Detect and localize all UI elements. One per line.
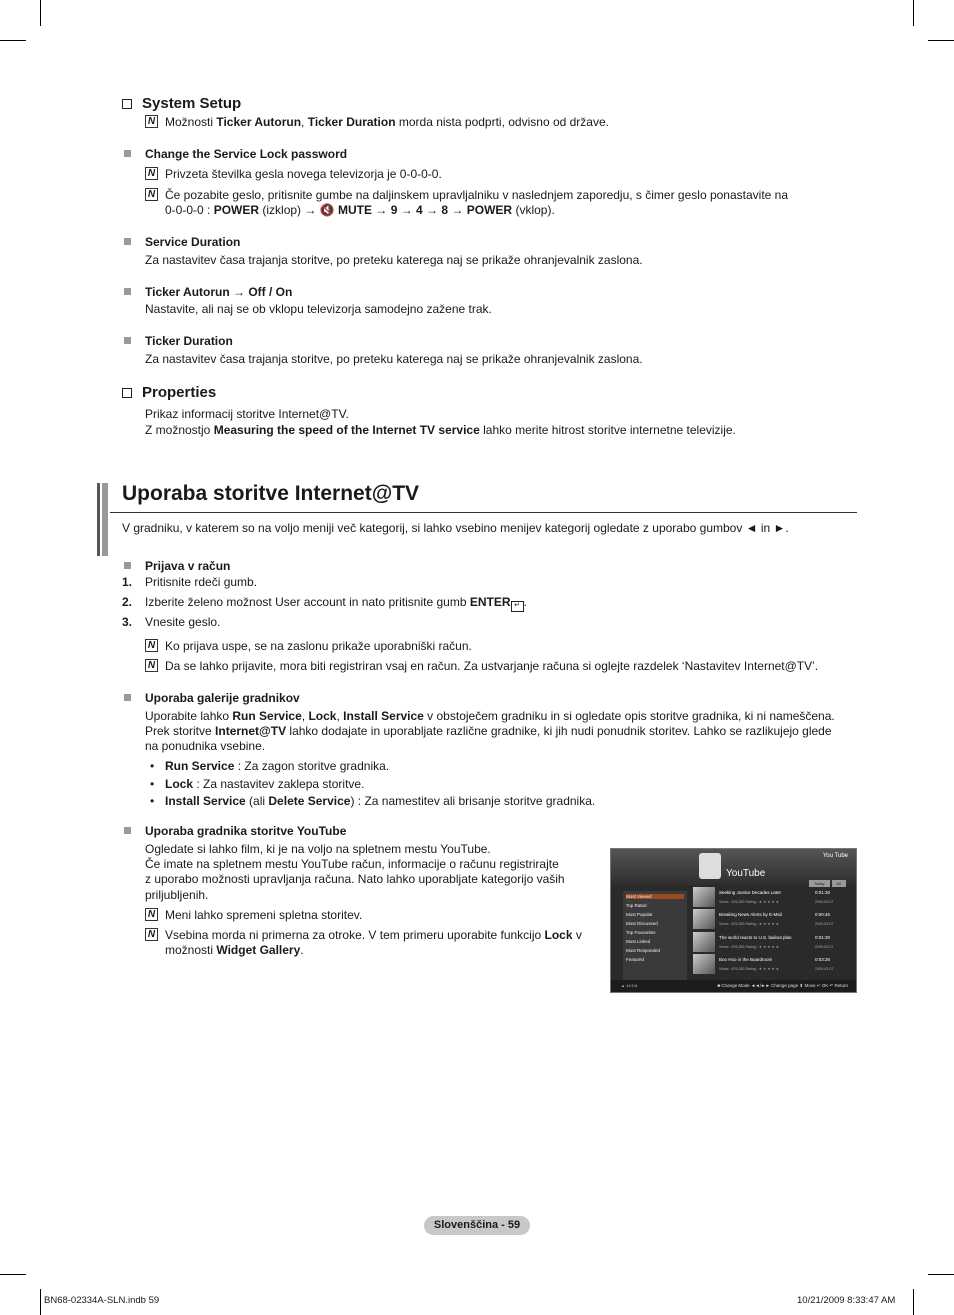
square-bullet-icon xyxy=(124,694,131,701)
service-duration-title: Service Duration xyxy=(145,235,241,249)
crop-mark xyxy=(913,0,914,26)
video-duration: 0:01:30 xyxy=(815,935,831,940)
change-lock-note1: Privzeta številka gesla novega televizorja je 0-0-0-0. xyxy=(165,167,442,181)
youtube-note2-line2: možnosti Widget Gallery. xyxy=(165,943,304,957)
tab-all[interactable]: All xyxy=(832,880,846,887)
square-bullet-icon xyxy=(124,150,131,157)
menu-item[interactable]: Most Discussed xyxy=(626,921,658,926)
widget-title: YouTube xyxy=(726,868,766,879)
section-bar xyxy=(102,483,108,556)
youtube-line: z uporabo možnosti upravljanja računa. Nato lahko uporabljate kategorijo vaših xyxy=(145,872,565,886)
section-intro: V gradniku, v katerem so na voljo meniji več kategorij, si lahko vsebino menijev kategorij ogledate z uporabo gumbov ◄ in ►. xyxy=(122,521,789,535)
page-number-badge: Slovenščina - 59 xyxy=(424,1216,530,1235)
youtube-widget-screenshot xyxy=(610,848,857,993)
crop-mark xyxy=(928,40,954,41)
video-item[interactable] xyxy=(693,909,845,929)
youtube-line: Ogledate si lahko film, ki je na voljo na spletnem mestu YouTube. xyxy=(145,842,491,856)
step-number: 2. xyxy=(122,595,133,609)
square-bullet-icon xyxy=(124,238,131,245)
note-icon: N xyxy=(145,639,158,652)
change-lock-note2-line1: Če pozabite geslo, pritisnite gumbe na daljinskem upravljalniku v naslednjem zaporedju, s čimer geslo ponastavite na xyxy=(165,188,789,202)
change-lock-title: Change the Service Lock password xyxy=(145,147,348,161)
video-title: Boo Hoo in the Boardroom xyxy=(719,957,773,962)
video-stats: Views : 876,263 Rating : ★ ★ ★ ★ ★ xyxy=(719,967,779,971)
youtube-title: Uporaba gradnika storitve YouTube xyxy=(145,824,347,838)
widget-footer xyxy=(611,980,856,992)
section-title: Uporaba storitve Internet@TV xyxy=(122,482,420,505)
login-title: Prijava v račun xyxy=(145,559,231,573)
widget-tabs xyxy=(807,874,846,888)
system-setup-heading: System Setup xyxy=(122,95,241,112)
properties-heading: Properties xyxy=(122,384,216,401)
properties-line2: Z možnostjo Measuring the speed of the Internet TV service lahko merite hitrost storitve internetne televizije. xyxy=(145,423,736,437)
crop-mark xyxy=(913,1289,914,1315)
video-date: 2009-03-07 xyxy=(815,900,834,904)
menu-item[interactable]: Top Rated xyxy=(626,903,647,908)
video-date: 2009-03-07 xyxy=(815,967,834,971)
login-note2: Da se lahko prijavite, mora biti registriran vsaj en račun. Za ustvarjanje računa si oglejte razdelek ‘Nastavitev Internet@TV’. xyxy=(165,659,819,673)
gallery-bullet: Run Service : Za zagon storitve gradnika. xyxy=(165,759,390,773)
video-thumbnail xyxy=(693,954,715,974)
video-thumbnail xyxy=(693,932,715,952)
menu-item[interactable]: Most Responded xyxy=(626,948,661,953)
section-rule xyxy=(110,512,857,513)
gallery-line3: na ponudnika vsebine. xyxy=(145,739,266,753)
video-date: 2009-03-07 xyxy=(815,922,834,926)
gallery-line2: Prek storitve Internet@TV lahko dodajate in uporabljate različne gradnike, ki jih nudi ponudnik storitev. Lahko se razlikujejo glede xyxy=(145,724,832,738)
square-bullet-icon xyxy=(124,337,131,344)
video-title: Breaking News Alerts by E-Mail xyxy=(719,912,782,917)
ticker-duration-text: Za nastavitev časa trajanja storitve, po preteku katerega naj se prikaže ohranjevalnik zaslona. xyxy=(145,352,643,366)
note-icon: N xyxy=(145,659,158,672)
video-item[interactable] xyxy=(693,932,845,952)
gallery-bullet: Lock : Za nastavitev zaklepa storitve. xyxy=(165,777,365,791)
gallery-line1: Uporabite lahko Run Service, Lock, Install Service v obstoječem gradniku in si ogledate opis storitve gradnika, ki ni nameščena. xyxy=(145,709,835,723)
ticker-autorun-text: Nastavite, ali naj se ob vklopu televizorja samodejno zažene trak. xyxy=(145,302,492,316)
video-stats: Views : 876,263 Rating : ★ ★ ★ ★ ★ xyxy=(719,945,779,949)
login-note1: Ko prijava uspe, se na zaslonu prikaže uporabniški račun. xyxy=(165,639,472,653)
youtube-note1: Meni lahko spremeni spletna storitev. xyxy=(165,908,363,922)
note-icon: N xyxy=(145,115,158,128)
menu-item[interactable]: Most Popular xyxy=(626,912,653,917)
crop-mark xyxy=(40,0,41,26)
note-icon: N xyxy=(145,908,158,921)
youtube-logo: You Tube xyxy=(822,853,848,859)
checkbox-icon xyxy=(122,99,132,109)
note-icon: N xyxy=(145,167,158,180)
menu-item[interactable]: Top Favourites xyxy=(626,930,656,935)
properties-line1: Prikaz informacij storitve Internet@TV. xyxy=(145,407,349,421)
gallery-bullet: Install Service (ali Delete Service) : Za namestitev ali brisanje storitve gradnika. xyxy=(165,794,596,808)
crop-mark xyxy=(40,1289,41,1315)
note-icon: N xyxy=(145,928,158,941)
bullet-dot: • xyxy=(150,794,155,808)
youtube-line: Če imate na spletnem mestu YouTube račun, informacije o računu registrirajte xyxy=(145,857,559,871)
square-bullet-icon xyxy=(124,288,131,295)
ticker-duration-title: Ticker Duration xyxy=(145,334,233,348)
step-number: 3. xyxy=(122,615,133,629)
step-text: Pritisnite rdeči gumb. xyxy=(145,575,258,589)
bullet-dot: • xyxy=(150,777,155,791)
system-setup-note: Možnosti Ticker Autorun, Ticker Duration morda nista podprti, odvisno od države. xyxy=(165,115,609,129)
menu-item[interactable]: Most Linked xyxy=(626,939,651,944)
step-number: 1. xyxy=(122,575,133,589)
crop-mark xyxy=(928,1274,954,1275)
note-icon: N xyxy=(145,188,158,201)
tab-today[interactable]: Today xyxy=(809,880,830,887)
video-thumbnail xyxy=(693,887,715,907)
checkbox-icon xyxy=(122,388,132,398)
youtube-line: priljubljenih. xyxy=(145,888,209,902)
youtube-note2-line1: Vsebina morda ni primerna za otroke. V tem primeru uporabite funkcijo Lock v xyxy=(165,928,582,942)
service-duration-text: Za nastavitev časa trajanja storitve, po preteku katerega naj se prikaže ohranjevalnik zaslona. xyxy=(145,253,643,267)
camera-icon xyxy=(699,853,721,879)
video-item[interactable] xyxy=(693,887,845,907)
step-text: Izberite želeno možnost User account in nato pritisnite gumb ENTER ↵ . xyxy=(145,595,527,612)
widget-page-indicator: ▲ 41/1/8 xyxy=(621,983,638,988)
video-duration: 0:00:45 xyxy=(815,912,831,917)
footer-datetime: 10/21/2009 8:33:47 AM xyxy=(797,1295,896,1306)
video-item[interactable] xyxy=(693,954,845,974)
menu-item[interactable]: Most Viewed xyxy=(626,894,684,899)
video-title: Seeking Justice Decades Later xyxy=(719,890,782,895)
video-duration: 0:03:26 xyxy=(815,957,831,962)
crop-mark xyxy=(0,40,26,41)
mute-icon: 🔇 xyxy=(319,203,335,217)
square-bullet-icon xyxy=(124,562,131,569)
enter-icon: ↵ xyxy=(511,601,524,612)
widget-button-hints: ■ Change Mode ◄◄/►► Change page ⬍ Move ↵ OK ↶ Return xyxy=(717,983,848,988)
change-lock-note2-line2: 0-0-0-0 : POWER (izklop) → 🔇 MUTE → 9 → 4 → 8 → POWER (vklop). xyxy=(165,203,555,217)
video-title: The world reacts to U.S. bailout plan xyxy=(719,935,792,940)
video-stats: Views : 876,263 Rating : ★ ★ ★ ★ ★ xyxy=(719,900,779,904)
menu-item[interactable]: Featured xyxy=(626,957,645,962)
category-menu xyxy=(623,891,687,981)
video-stats: Views : 876,263 Rating : ★ ★ ★ ★ ★ xyxy=(719,922,779,926)
crop-mark xyxy=(0,1274,26,1275)
square-bullet-icon xyxy=(124,827,131,834)
gallery-title: Uporaba galerije gradnikov xyxy=(145,691,300,705)
step-text: Vnesite geslo. xyxy=(145,615,221,629)
video-thumbnail xyxy=(693,909,715,929)
section-bar xyxy=(97,483,100,556)
video-date: 2009-03-07 xyxy=(815,945,834,949)
footer-file: BN68-02334A-SLN.indb 59 xyxy=(44,1295,160,1306)
bullet-dot: • xyxy=(150,759,155,773)
video-duration: 0:01:30 xyxy=(815,890,831,895)
ticker-autorun-title: Ticker Autorun → Off / On xyxy=(145,285,293,299)
